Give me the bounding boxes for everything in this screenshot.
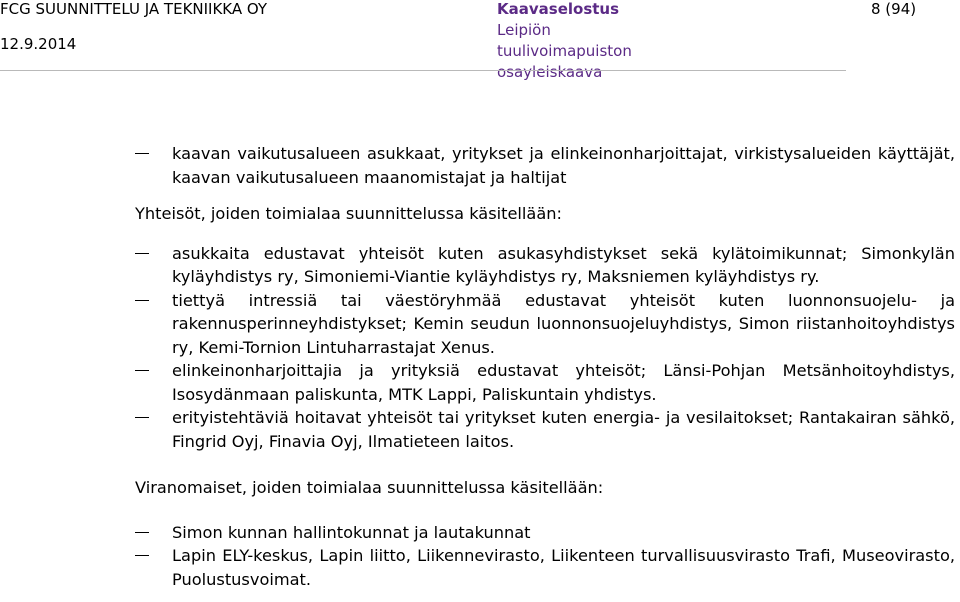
list-item bbox=[135, 544, 955, 591]
dash-bullet-icon bbox=[135, 253, 149, 254]
project-title-line: osayleiskaava bbox=[497, 63, 603, 81]
dash-bullet-icon bbox=[135, 370, 149, 371]
document-body bbox=[135, 142, 955, 591]
list-item-text: Lapin ELY-keskus, Lapin liitto, Liikennevirasto, Liikenteen turvallisuusvirasto Trafi, Museovirasto, Puolustusvoimat. bbox=[172, 546, 955, 589]
list-item bbox=[135, 142, 955, 189]
dash-bullet-icon bbox=[135, 417, 149, 418]
list-item bbox=[135, 406, 955, 453]
communities-list bbox=[135, 242, 955, 454]
authorities-list bbox=[135, 521, 955, 592]
section-heading-authorities: Viranomaiset, joiden toimialaa suunnittelussa käsitellään: bbox=[135, 478, 604, 497]
dash-bullet-icon bbox=[135, 300, 149, 301]
list-item bbox=[135, 289, 955, 360]
header-divider bbox=[0, 70, 846, 71]
company-name: FCG SUUNNITTELU JA TEKNIIKKA OY bbox=[0, 0, 268, 18]
stakeholder-list bbox=[135, 142, 955, 189]
dash-bullet-icon bbox=[135, 153, 149, 154]
list-item bbox=[135, 359, 955, 406]
list-item bbox=[135, 242, 955, 289]
list-item bbox=[135, 521, 955, 545]
list-item-text: erityistehtäviä hoitavat yhteisöt tai yritykset kuten energia- ja vesilaitokset; Rantakairan sähkö, Fingrid Oyj, Finavia Oyj, Ilmatieteen laitos. bbox=[172, 408, 955, 451]
dash-bullet-icon bbox=[135, 532, 149, 533]
document-type: Kaavaselostus bbox=[497, 0, 620, 18]
list-item-text: elinkeinonharjoittajia ja yrityksiä edustavat yhteisöt; Länsi-Pohjan Metsänhoitoyhdistys, Isosydänmaan paliskunta, MTK Lappi, Paliskuntain yhdistys. bbox=[172, 361, 955, 404]
list-item-text: kaavan vaikutusalueen asukkaat, yritykset ja elinkeinonharjoittajat, virkistysalueiden käyttäjät, kaavan vaikutusalueen maanomistajat ja haltijat bbox=[172, 144, 955, 187]
page-number: 8 (94) bbox=[871, 0, 917, 18]
list-item-text: Simon kunnan hallintokunnat ja lautakunnat bbox=[172, 522, 531, 542]
document-date: 12.9.2014 bbox=[0, 35, 77, 53]
page-header bbox=[0, 0, 960, 81]
section-heading-communities: Yhteisöt, joiden toimialaa suunnittelussa käsitellään: bbox=[135, 204, 562, 223]
list-item-text: tiettyä intressiä tai väestöryhmää edustavat yhteisöt kuten luonnonsuojelu- ja rakennusperinneyhdistykset; Kemin seudun luonnonsuojeluyhdistys, Simon riistanhoitoyhdistys ry, Kemi-Tornion Lintuharrastajat Xenus. bbox=[172, 290, 955, 357]
project-title-line: tuulivoimapuiston bbox=[497, 42, 632, 60]
dash-bullet-icon bbox=[135, 555, 149, 556]
header-left bbox=[0, 0, 267, 55]
project-title-line: Leipiön bbox=[497, 21, 551, 39]
list-item-text: asukkaita edustavat yhteisöt kuten asukasyhdistykset sekä kylätoimikunnat; Simonkylän kyläyhdistys ry, Simoniemi-Viantie kyläyhdistys ry, Maksniemen kyläyhdistys ry. bbox=[172, 243, 955, 286]
